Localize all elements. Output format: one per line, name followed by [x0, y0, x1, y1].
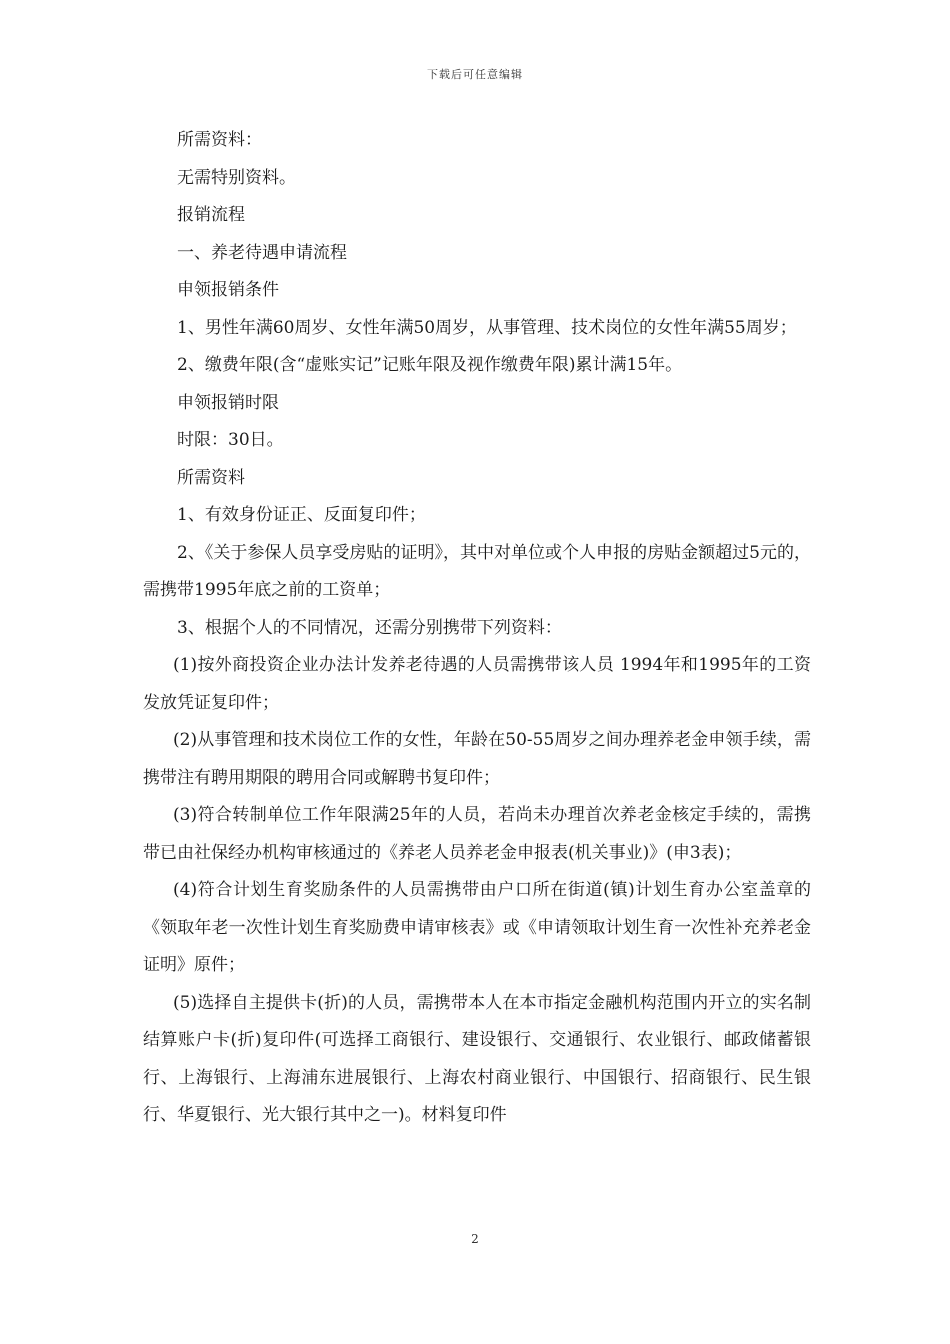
heading-application-time-limit: 申领报销时限	[177, 392, 279, 413]
paragraph-no-special-materials: 无需特别资料。	[177, 167, 296, 188]
page-number: 2	[471, 1232, 479, 1246]
heading-reimbursement-process: 报销流程	[177, 205, 245, 225]
condition-item-2: 2、缴费年限(含“虚账实记”记账年限及视作缴费年限)累计满15年。	[177, 355, 683, 375]
heading-application-conditions: 申领报销条件	[177, 280, 279, 300]
material-item-2: 2、《关于参保人员享受房贴的证明》，其中对单位或个人申报的房贴金额超过5元的，需携带1995年底之前的工资单；	[143, 542, 811, 600]
material-item-3: 3、根据个人的不同情况，还需分别携带下列资料：	[177, 617, 562, 638]
material-subitem-3: (3)符合转制单位工作年限满25年的人员，若尚未办理首次养老金核定手续的，需携带已由社保经办机构审核通过的《养老人员养老金申报表(机关事业)》(申3表)；	[143, 805, 811, 863]
document-body	[143, 122, 811, 1135]
heading-required-materials: 所需资料：	[177, 130, 262, 150]
material-item-1: 1、有效身份证正、反面复印件；	[177, 505, 426, 525]
material-subitem-4: (4)符合计划生育奖励条件的人员需携带由户口所在街道(镇)计划生育办公室盖章的《领取年老一次性计划生育奖励费申请审核表》或《申请领取计划生育一次性补充养老金证明》原件；	[143, 880, 811, 975]
heading-pension-application-process: 一、养老待遇申请流程	[177, 242, 347, 263]
material-subitem-1: (1)按外商投资企业办法计发养老待遇的人员需携带该人员 1994年和1995年的工资发放凭证复印件；	[143, 655, 811, 713]
material-subitem-2: (2)从事管理和技术岗位工作的女性，年龄在50-55周岁之间办理养老金申领手续，需携带注有聘用期限的聘用合同或解聘书复印件；	[143, 730, 811, 788]
heading-required-materials-2: 所需资料	[177, 467, 245, 488]
material-subitem-5: (5)选择自主提供卡(折)的人员，需携带本人在本市指定金融机构范围内开立的实名制结算账户卡(折)复印件(可选择工商银行、建设银行、交通银行、农业银行、邮政储蓄银行、上海银行、上海浦东进展银行、上海农村商业银行、中国银行、招商银行、民生银行、华夏银行、光大银行其中之一)。材料复印件	[143, 992, 811, 1125]
paragraph-time-limit: 时限：30日。	[177, 430, 284, 450]
condition-item-1: 1、男性年满60周岁、女性年满50周岁，从事管理、技术岗位的女性年满55周岁；	[177, 317, 797, 338]
page-header: 下载后可任意编辑	[427, 68, 523, 81]
